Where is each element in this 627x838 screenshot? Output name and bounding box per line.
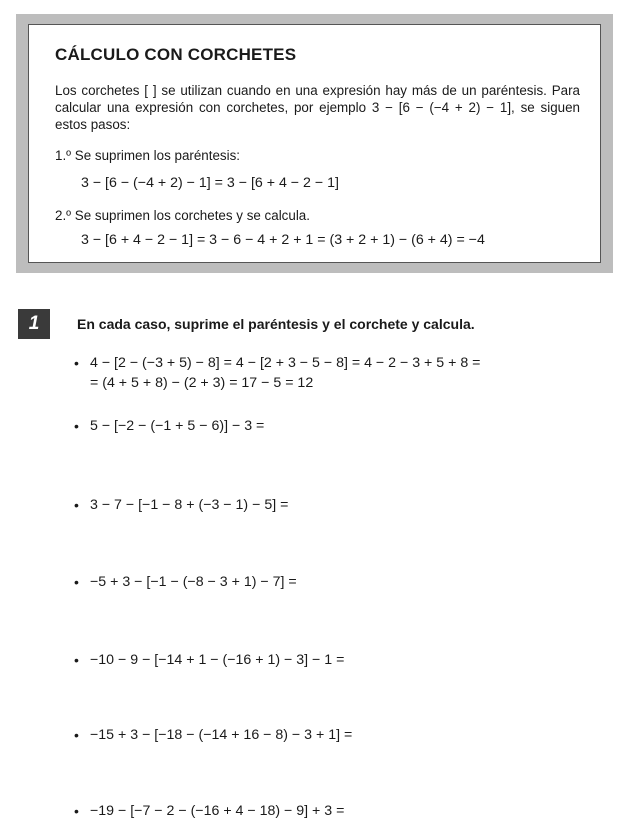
theory-box	[28, 24, 601, 263]
bullet-icon: •	[74, 727, 79, 743]
theory-title: CÁLCULO CON CORCHETES	[55, 45, 297, 64]
exercise-expression: −15 + 3 − [−18 − (−14 + 16 − 8) − 3 + 1] =	[90, 727, 353, 743]
theory-intro: Los corchetes [ ] se utilizan cuando en una expresión hay más de un paréntesis. Para calcular una expresión con corchetes, por ejemplo 3 − [6 − (−4 + 2) − 1], se siguen estos pasos:	[55, 83, 580, 132]
bullet-icon: •	[74, 803, 79, 819]
exercise-expression: 5 − [−2 − (−1 + 5 − 6)] − 3 =	[90, 418, 265, 434]
exercise-expression: 3 − 7 − [−1 − 8 + (−3 − 1) − 5] =	[90, 497, 289, 513]
exercise-expression: −19 − [−7 − 2 − (−16 + 4 − 18) − 9] + 3 =	[90, 803, 345, 819]
exercise-expression: −10 − 9 − [−14 + 1 − (−16 + 1) − 3] − 1 =	[90, 652, 345, 668]
bullet-icon: •	[74, 652, 79, 668]
bullet-icon: •	[74, 355, 79, 371]
bullet-icon: •	[74, 574, 79, 590]
theory-frame	[16, 14, 613, 273]
example-line-2: = (4 + 5 + 8) − (2 + 3) = 17 − 5 = 12	[90, 375, 314, 391]
bullet-icon: •	[74, 418, 79, 434]
step-1-expression: 3 − [6 − (−4 + 2) − 1] = 3 − [6 + 4 − 2 − 1]	[81, 175, 339, 191]
bullet-icon: •	[74, 497, 79, 513]
step-2-expression: 3 − [6 + 4 − 2 − 1] = 3 − 6 − 4 + 2 + 1 = (3 + 2 + 1) − (6 + 4) = −4	[81, 232, 485, 248]
step-2-label: 2.º Se suprimen los corchetes y se calcula.	[55, 208, 310, 223]
exercise-instruction: En cada caso, suprime el paréntesis y el corchete y calcula.	[77, 316, 475, 332]
exercise-expression: −5 + 3 − [−1 − (−8 − 3 + 1) − 7] =	[90, 574, 297, 590]
example-line-1: 4 − [2 − (−3 + 5) − 8] = 4 − [2 + 3 − 5 − 8] = 4 − 2 − 3 + 5 + 8 =	[90, 355, 481, 371]
exercise-number-badge: 1	[18, 309, 50, 339]
step-1-label: 1.º Se suprimen los paréntesis:	[55, 148, 241, 163]
